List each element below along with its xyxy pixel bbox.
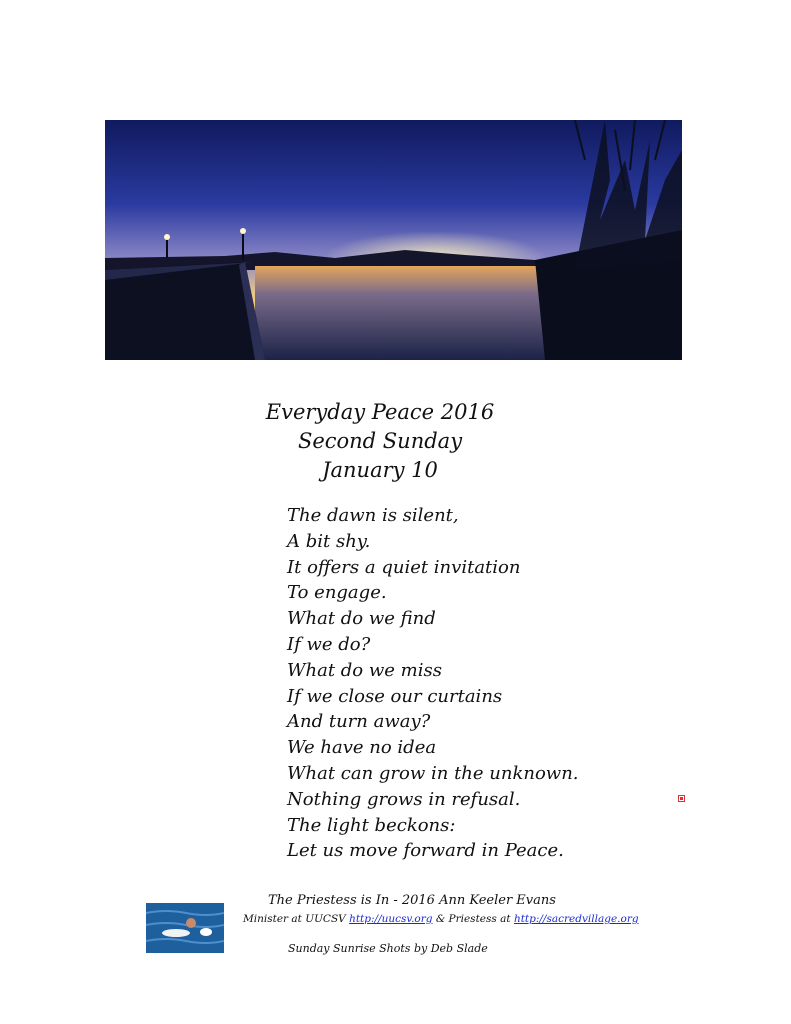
header-photo — [105, 120, 682, 360]
photo-credit-prefix: Sunday Sunrise Shots by — [288, 942, 431, 955]
minister-prefix: Minister at UUCSV — [243, 913, 350, 925]
title-line-2: Second Sunday — [297, 429, 463, 453]
poem-line: And turn away? — [287, 711, 431, 733]
title-line-3: January 10 — [322, 458, 438, 482]
author-credit: The Priestess is In - 2016 Ann Keeler Evans — [268, 893, 556, 908]
priestess-prefix: & Priestess at — [432, 913, 514, 925]
poem-line: What do we miss — [287, 659, 442, 681]
poem-line: If we close our curtains — [287, 685, 503, 707]
document-title — [180, 398, 580, 485]
sunrise-river-image — [105, 120, 682, 360]
poem — [287, 503, 667, 864]
uucsv-link[interactable]: http://uucsv.org — [349, 913, 433, 925]
photo-credit — [288, 942, 488, 955]
poem-line: A bit shy. — [287, 530, 371, 552]
poem-line: Nothing grows in refusal. — [287, 788, 521, 810]
poem-line: What do we find — [287, 608, 436, 630]
poem-line: What can grow in the unknown. — [287, 762, 579, 784]
photo-credit-name: Deb Slade — [430, 942, 488, 955]
poem-line: The dawn is silent, — [287, 505, 459, 526]
poem-line: The light beckons: — [287, 814, 456, 836]
poem-line: It offers a quiet invitation — [287, 556, 521, 578]
poem-line: We have no idea — [287, 737, 437, 759]
annotation-marker-icon[interactable] — [678, 795, 685, 802]
poem-line: To engage. — [287, 582, 387, 604]
sacredvillage-link[interactable]: http://sacredvillage.org — [513, 913, 639, 925]
contact-line — [243, 913, 639, 925]
poem-line: Let us move forward in Peace. — [287, 840, 564, 862]
swimmer-thumbnail — [146, 903, 224, 953]
poem-line: If we do? — [287, 633, 371, 655]
swimmer-photo — [146, 903, 224, 953]
title-line-1: Everyday Peace 2016 — [265, 400, 495, 424]
